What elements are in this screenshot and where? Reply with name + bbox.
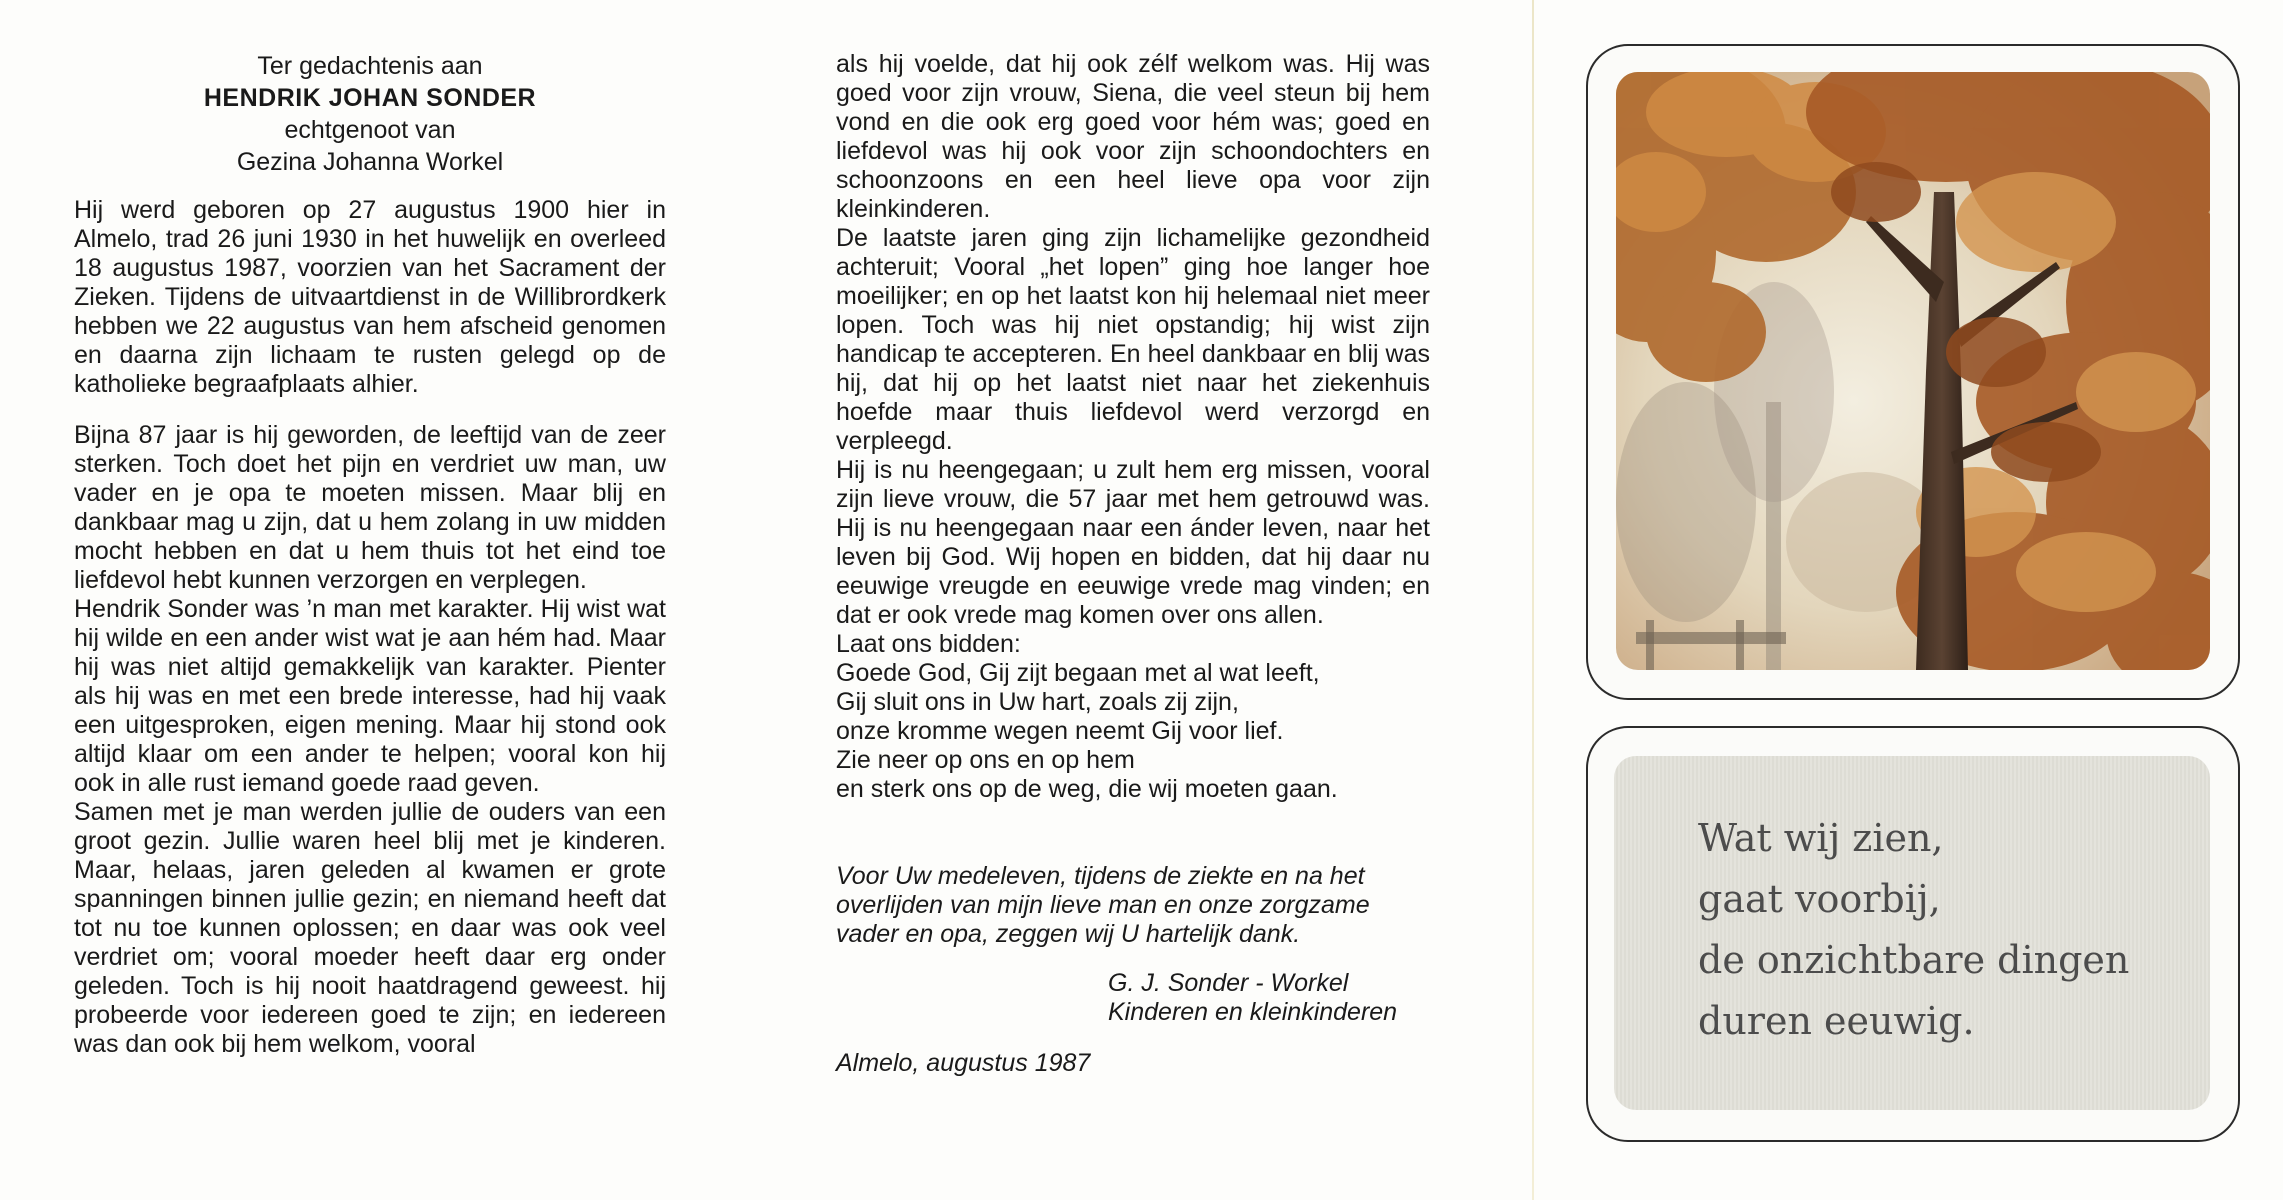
prayer-intro: Laat ons bidden: xyxy=(836,630,1021,658)
paragraph-birth-death: Hij werd geboren op 27 augustus 1900 hier in Almelo, trad 26 juni 1930 in het huwelijk en overleed 18 augustus 1987, voorzien van het Sacrament der Zieken. Tijdens de uitvaartdienst in de Willibrordkerk hebben we 22 augustus van hem afscheid genomen en daarna zijn lichaam te rusten gelegd op de katholieke begraafplaats alhier. xyxy=(74,196,666,398)
paragraph-family: Samen met je man werden jullie de ouders van een groot gezin. Jullie waren heel blij met je kinderen. Maar, helaas, jaren geleden al kwamen er grote spanningen binnen jullie gezin; en niemand heeft dat tot nu toe kunnen oplossen; en daar was ook veel verdriet om; vooral moeder heeft daar erg onder geleden. Toch is hij nooit haatdragend geweest. hij probeerde voor iedereen goed te zijn; en iedereen was dan ook bij hem welkom, vooral xyxy=(74,798,666,1058)
paragraph-character: Hendrik Sonder was ’n man met karakter. Hij wist wat hij wilde en een ander wist wat je aan hém had. Maar hij was niet altijd gemakkelijk van karakter. Pienter als hij was en met een brede interesse, had hij vaak een uitgesproken, eigen mening. Maar hij stond ook altijd klaar om een ander te helpen; vooral kon hij ook in alle rust iemand goede raad geven. xyxy=(74,595,666,797)
prayer-line: Goede God, Gij zijt begaan met al wat leeft, xyxy=(836,659,1320,687)
prayer-line: Zie neer op ons en op hem xyxy=(836,746,1135,774)
photo-frame xyxy=(1586,44,2240,700)
heading-line-1: Ter gedachtenis aan xyxy=(257,52,483,80)
quote-box xyxy=(1614,756,2210,1110)
deceased-name: HENDRIK JOHAN SONDER xyxy=(203,84,537,112)
signature-line-1: G. J. Sonder - Workel xyxy=(1108,969,1349,997)
signature-line-2: Kinderen en kleinkinderen xyxy=(1108,998,1398,1026)
thanks-note: Voor Uw medeleven, tijdens de ziekte en na het overlijden van mijn lieve man en onze zorgzame vader en opa, zeggen wij U hartelijk dank. xyxy=(836,862,1370,948)
left-column xyxy=(74,50,666,1059)
prayer-line: onze kromme wegen neemt Gij voor lief. xyxy=(836,717,1284,745)
spouse-name: Gezina Johanna Workel xyxy=(236,148,504,176)
paragraph-departed: Hij is nu heengegaan; u zult hem erg missen, vooral zijn lieve vrouw, die 57 jaar met hem getrouwd was. Hij is nu heengegaan naar een ánder leven, naar het leven bij God. Wij hopen en bidden, dat hij daar nu eeuwige vreugde en eeuwige vrede mag vinden; en dat er ook vrede mag komen over ons allen. xyxy=(836,456,1430,629)
right-column xyxy=(836,50,1430,1078)
quote-frame xyxy=(1586,726,2240,1142)
paragraph-welcome: als hij voelde, dat hij ook zélf welkom was. Hij was goed voor zijn vrouw, Siena, die veel steun bij hem vond en die ook erg goed voor hém was; goed en liefdevol was hij ook voor zijn schoondochters en schoonzoons en een heel lieve opa voor zijn kleinkinderen. xyxy=(836,50,1430,223)
autumn-tree-illustration xyxy=(1616,72,2210,670)
signature xyxy=(1108,969,1430,1027)
paragraph-age: Bijna 87 jaar is hij geworden, de leeftijd van de zeer sterken. Toch doet het pijn en verdriet uw man, uw vader en je opa te moeten missen. Maar blij en dankbaar mag u zijn, dat u hem zolang in uw midden mocht hebben en dat u hem thuis tot het eind toe liefdevol hebt kunnen verzorgen en verplegen. xyxy=(74,421,666,594)
prayer-line: Gij sluit ons in Uw hart, zoals zij zijn, xyxy=(836,688,1239,716)
card-heading xyxy=(74,50,666,178)
bible-quote xyxy=(1698,808,2129,1052)
quote-line: Wat wij zien, xyxy=(1698,816,1944,860)
quote-line: duren eeuwig. xyxy=(1698,999,1975,1043)
fold-line xyxy=(1532,0,1534,1200)
quote-line: de onzichtbare dingen xyxy=(1698,938,2130,982)
quote-line: gaat voorbij, xyxy=(1698,877,1941,921)
place-date: Almelo, augustus 1987 xyxy=(836,1049,1091,1077)
prayer-line: en sterk ons op de weg, die wij moeten gaan. xyxy=(836,775,1338,803)
heading-line-3: echtgenoot van xyxy=(284,116,456,144)
autumn-tree-photo xyxy=(1616,72,2210,670)
prayer xyxy=(836,659,1430,804)
paragraph-health: De laatste jaren ging zijn lichamelijke gezondheid achteruit; Vooral „het lopen” ging hoe langer hoe moeilijker; en op het laatst kon hij helemaal niet meer lopen. Toch was hij niet opstandig; hij wist zijn handicap te accepteren. En heel dankbaar en blij was hij, dat hij op het laatst niet naar het ziekenhuis hoefde maar thuis liefdevol werd verzorgd en verpleegd. xyxy=(836,224,1430,455)
